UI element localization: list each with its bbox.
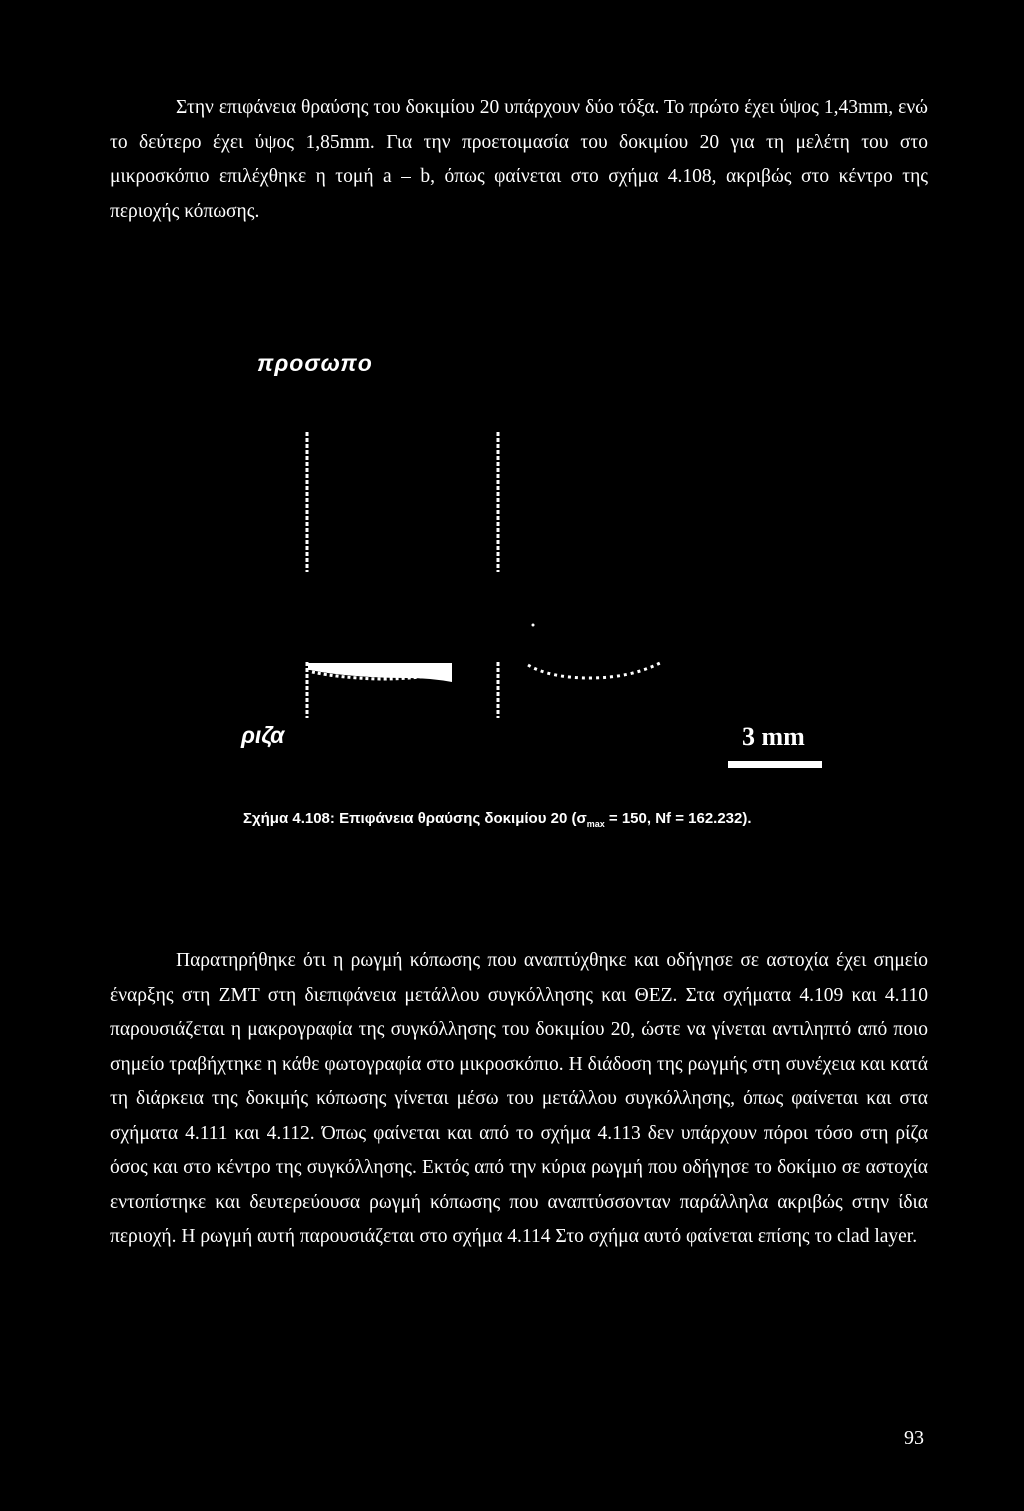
caption-suffix: = 150, Nf = 162.232). xyxy=(604,810,752,827)
root-label: ριζα xyxy=(241,722,285,748)
scale-bar xyxy=(728,761,822,768)
fracture-surface-figure xyxy=(280,420,700,730)
caption-prefix: Σχήμα 4.108: Επιφάνεια θραύσης δοκιμίου 20 (σ xyxy=(243,810,587,827)
figure-caption xyxy=(243,810,752,829)
marker-dot xyxy=(532,624,535,627)
face-label: προσωπο xyxy=(257,350,373,376)
paragraph-intro: Στην επιφάνεια θραύσης του δοκιμίου 20 υπάρχουν δύο τόξα. Το πρώτο έχει ύψος 1,43mm, ενώ το δεύτερο έχει ύψος 1,85mm. Για την προετοιμασία του δοκιμίου 20 για τη μελέτη του στο μικροσκόπιο επιλέχθηκε η τομή a – b, όπως φαίνεται στο σχήμα 4.108, ακριβώς στο κέντρο της περιοχής κόπωσης. xyxy=(110,97,928,222)
right-dotted-arc xyxy=(528,663,660,678)
caption-subscript: max xyxy=(586,819,605,829)
scale-bar-label: 3 mm xyxy=(742,722,805,751)
page-number: 93 xyxy=(904,1427,924,1449)
paragraph-observations: Παρατηρήθηκε ότι η ρωγμή κόπωσης που αναπτύχθηκε και οδήγησε σε αστοχία έχει σημείο έναρξης στη ΖΜΤ στη διεπιφάνεια μετάλλου συγκόλλησης και ΘΕΖ. Στα σχήματα 4.109 και 4.110 παρουσιάζεται η μακρογραφία της συγκόλλησης του δοκιμίου 20, ώστε να γίνεται αντιληπτό από ποιο σημείο τραβήχτηκε η κάθε φωτογραφία στο μικροσκόπιο. Η διάδοση της ρωγμής στη συνέχεια και κατά τη διάρκεια της δοκιμής κόπωσης γίνεται μέσω του μετάλλου συγκόλλησης, όπως φαίνεται και στα σχήματα 4.111 και 4.112. Όπως φαίνεται και από το σχήμα 4.113 δεν υπάρχουν πόροι τόσο στη ρίζα όσος και στο κέντρο της συγκόλλησης. Εκτός από την κύρια ρωγμή που οδήγησε το δοκίμιο σε αστοχία εντοπίστηκε και δευτερεύουσα ρωγμή κόπωσης που αναπτύσσονταν παράλληλα ακριβώς στην ίδια περιοχή. Η ρωγμή αυτή παρουσιάζεται στο σχήμα 4.114 Στο σχήμα αυτό φαίνεται επίσης το clad layer. xyxy=(110,950,928,1247)
